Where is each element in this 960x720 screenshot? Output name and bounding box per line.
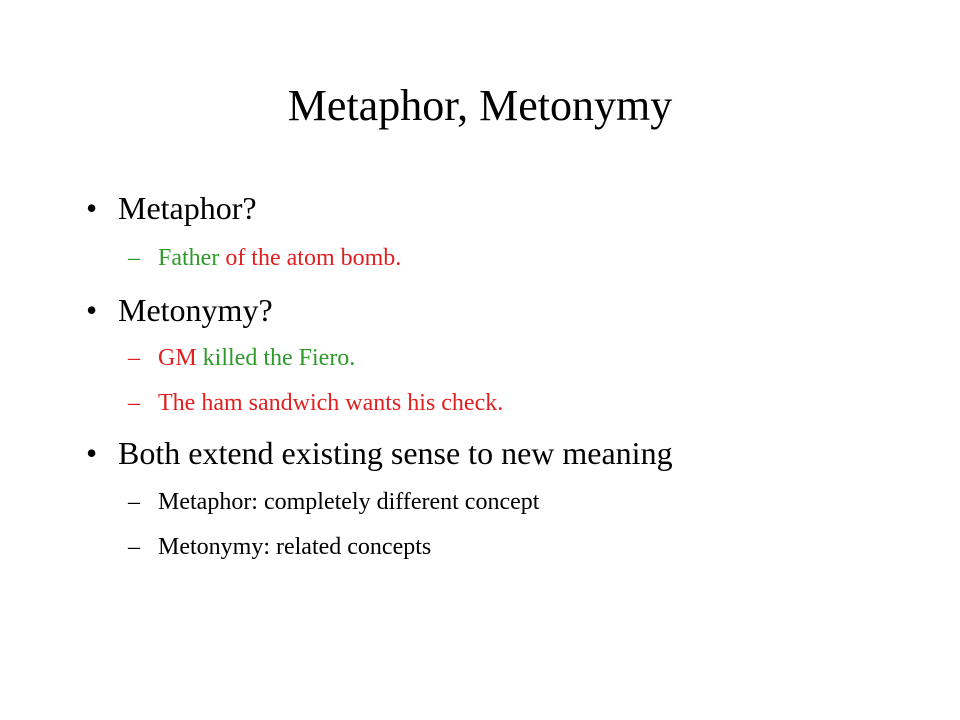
sub-text: Metaphor: completely different concept <box>158 489 540 515</box>
sub-item-metaphor-example <box>128 243 401 273</box>
sub-marker: – <box>128 489 140 515</box>
sub-item-metonymy-definition <box>128 532 431 562</box>
sub-item-metonymy-example-1 <box>128 343 355 373</box>
sub-text-green: killed the Fiero. <box>196 345 356 371</box>
sub-text-red-2: wants his check. <box>339 390 504 416</box>
bullet-label: Metonymy? <box>118 292 273 328</box>
sub-item-metonymy-example-2 <box>128 388 503 418</box>
bullet-metaphor <box>86 188 257 228</box>
sub-text-red: The ham sandwich <box>158 390 340 416</box>
bullet-marker: • <box>86 190 98 226</box>
sub-marker: – <box>128 245 140 271</box>
sub-text-red: of the atom bomb. <box>219 245 402 271</box>
bullet-both-extend <box>86 433 673 473</box>
sub-item-metaphor-definition <box>128 487 539 517</box>
bullet-label: Metaphor? <box>118 190 257 226</box>
bullet-marker: • <box>86 435 98 471</box>
sub-text-green: Father <box>158 245 220 271</box>
bullet-marker: • <box>86 292 98 328</box>
sub-marker: – <box>128 345 140 371</box>
bullet-label: Both extend existing sense to new meaning <box>118 435 673 471</box>
bullet-metonymy <box>86 290 273 330</box>
sub-marker: – <box>128 390 140 416</box>
sub-marker: – <box>128 534 140 560</box>
sub-text-red: GM <box>158 345 197 371</box>
sub-text: Metonymy: related concepts <box>158 534 432 560</box>
slide-title: Metaphor, Metonymy <box>287 81 673 130</box>
